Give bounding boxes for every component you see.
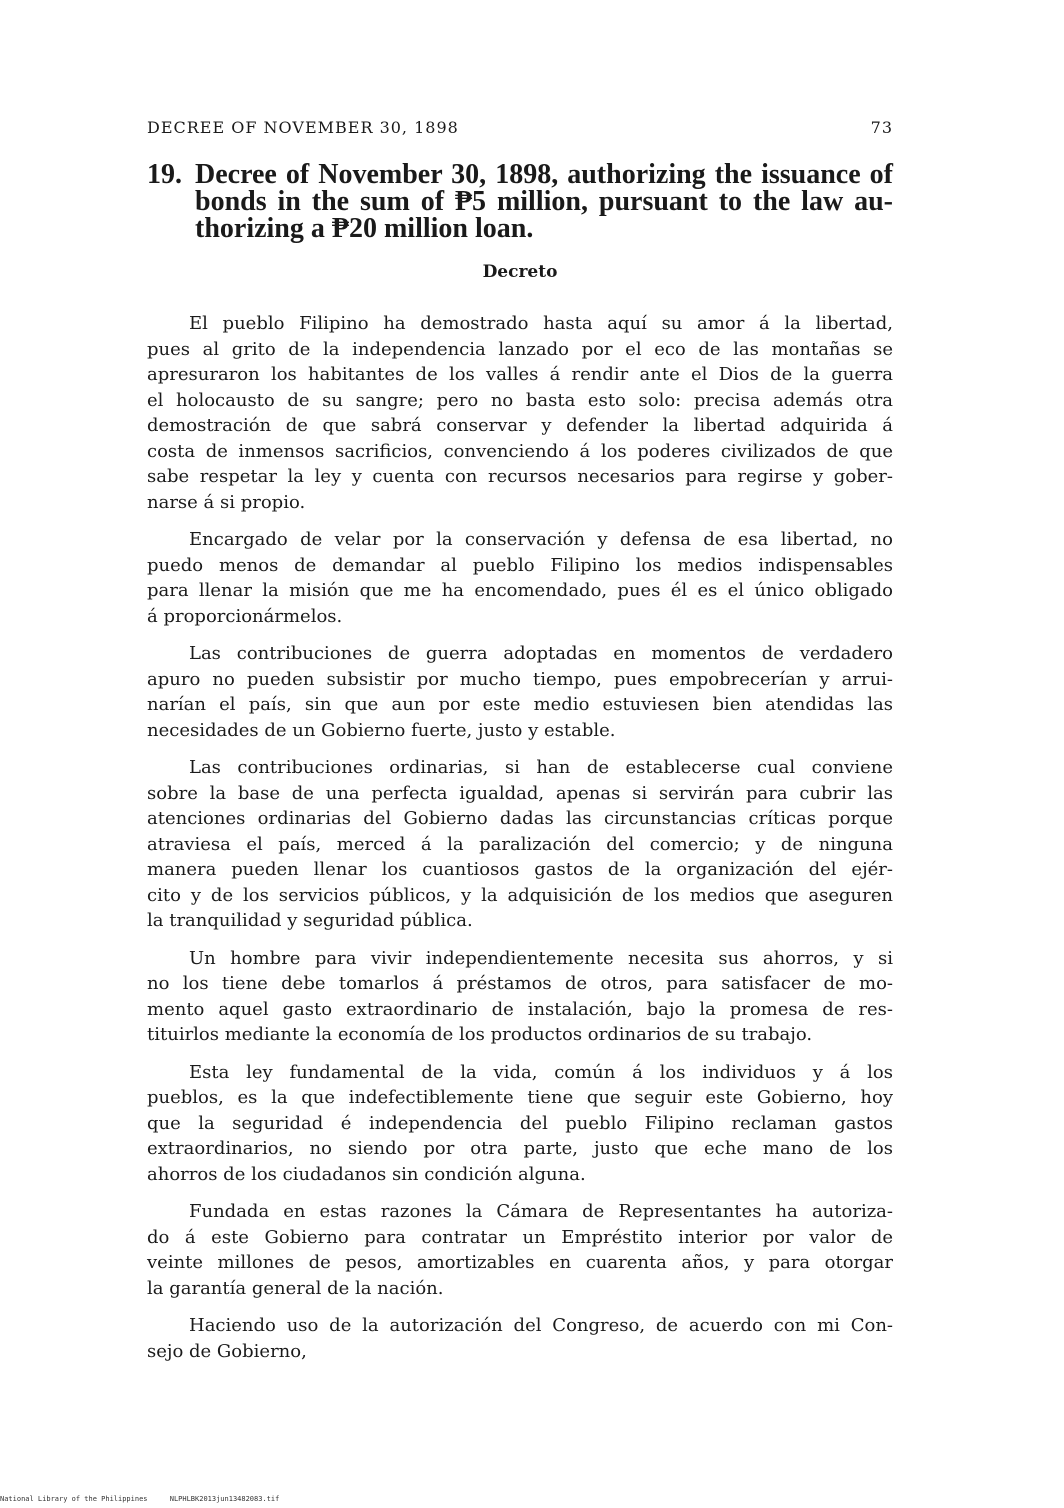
text-line: que la seguridad é independencia del pueblo Filipino reclaman gastos	[147, 1112, 893, 1134]
paragraph	[147, 1199, 893, 1301]
text-line: apresuraron los habitantes de los valles á rendir ante el Dios de la guerra	[147, 364, 893, 385]
text-line: narse á si propio.	[147, 491, 306, 513]
text-line: do á este Gobierno para contratar un Empréstito interior por valor de	[147, 1226, 893, 1248]
text-line: narían el país, sin que aun por este medio estuviesen bien atendidas las	[147, 694, 893, 715]
text-line: Fundada en estas razones la Cámara de Representantes ha autoriza-	[189, 1201, 893, 1222]
paragraph	[147, 527, 893, 629]
text-line: atenciones ordinarias del Gobierno dadas las circunstancias críticas porque	[147, 808, 893, 829]
footer-file: NLPHLBK2013jun13482083.tif	[169, 1495, 280, 1503]
text-line: sabe respetar la ley y cuenta con recursos necesarios para regirse y gober-	[147, 466, 893, 487]
text-line: á proporcionármelos.	[147, 605, 343, 627]
text-line: la garantía general de la nación.	[147, 1277, 444, 1299]
text-line: sejo de Gobierno,	[147, 1340, 307, 1362]
section-subhead: Decreto	[482, 262, 558, 282]
text-line: manera pueden llenar los cuantiosos gastos de la organización del ejér-	[147, 859, 893, 880]
text-line: sobre la base de una perfecta igualdad, apenas si servirán para cubrir las	[147, 782, 893, 804]
paragraph	[147, 1060, 893, 1188]
text-line: Las contribuciones ordinarias, si han de establecerse cual conviene	[189, 757, 893, 778]
paragraph	[147, 641, 893, 743]
text-line: veinte millones de pesos, amortizables en cuarenta años, y para otorgar	[147, 1252, 893, 1273]
text-line: Haciendo uso de la autorización del Congreso, de acuerdo con mi Con-	[189, 1315, 893, 1336]
title-number: 19.	[147, 159, 182, 190]
document-body	[147, 311, 893, 1376]
text-line: demostración de que sabrá conservar y defender la libertad adquirida á	[147, 415, 893, 436]
text-line: costa de inmensos sacrificios, convenciendo á los poderes civilizados de que	[147, 440, 893, 462]
text-line: tituirlos mediante la economía de los productos ordinarios de su trabajo.	[147, 1024, 813, 1045]
text-line: El pueblo Filipino ha demostrado hasta aquí su amor á la libertad,	[189, 313, 893, 334]
title-line: thorizing a ₱20 million loan.	[195, 213, 534, 244]
text-line: Esta ley fundamental de la vida, común á los individuos y á los	[189, 1061, 893, 1083]
paragraph	[147, 755, 893, 934]
text-line: pues al grito de la independencia lanzado por el eco de las montañas se	[147, 338, 893, 360]
scan-footer	[0, 1495, 1064, 1503]
paragraph	[147, 1313, 893, 1364]
text-line: el holocausto de su sangre; pero no basta esto solo: precisa además otra	[147, 389, 893, 411]
text-line: apuro no pueden subsistir por mucho tiempo, pues empobrecerían y arrui-	[147, 668, 893, 690]
page-number: 73	[870, 118, 893, 137]
footer-library: National Library of the Philippines	[0, 1495, 148, 1503]
text-line: pueblos, es la que indefectiblemente tiene que seguir este Gobierno, hoy	[147, 1087, 893, 1108]
text-line: atraviesa el país, merced á la paralización del comercio; y de ninguna	[147, 833, 893, 855]
text-line: no los tiene debe tomarlos á préstamos de otros, para satisfacer de mo-	[147, 973, 893, 994]
text-line: Encargado de velar por la conservación y defensa de esa libertad, no	[189, 529, 893, 550]
title-text	[195, 161, 893, 242]
paragraph	[147, 946, 893, 1048]
text-line: cito y de los servicios públicos, y la adquisición de los medios que aseguren	[147, 884, 893, 906]
paragraph	[147, 311, 893, 515]
document-title	[147, 161, 893, 242]
text-line: necesidades de un Gobierno fuerte, justo y estable.	[147, 719, 616, 741]
text-line: puedo menos de demandar al pueblo Filipino los medios indispensables	[147, 554, 893, 576]
running-head	[147, 118, 893, 137]
text-line: ahorros de los ciudadanos sin condición alguna.	[147, 1163, 586, 1185]
title-line: bonds in the sum of ₱5 million, pursuant to the law au-	[195, 186, 893, 217]
text-line: Un hombre para vivir independientemente necesita sus ahorros, y si	[189, 947, 893, 969]
text-line: la tranquilidad y seguridad pública.	[147, 910, 473, 931]
text-line: para llenar la misión que me ha encomendado, pues él es el único obligado	[147, 580, 893, 601]
text-line: extraordinarios, no siendo por otra parte, justo que eche mano de los	[147, 1138, 893, 1159]
running-title: DECREE OF NOVEMBER 30, 1898	[147, 118, 459, 137]
text-line: Las contribuciones de guerra adoptadas en momentos de verdadero	[189, 643, 893, 664]
title-line: Decree of November 30, 1898, authorizing the issuance of	[195, 159, 893, 190]
text-line: mento aquel gasto extraordinario de instalación, bajo la promesa de res-	[147, 998, 893, 1020]
